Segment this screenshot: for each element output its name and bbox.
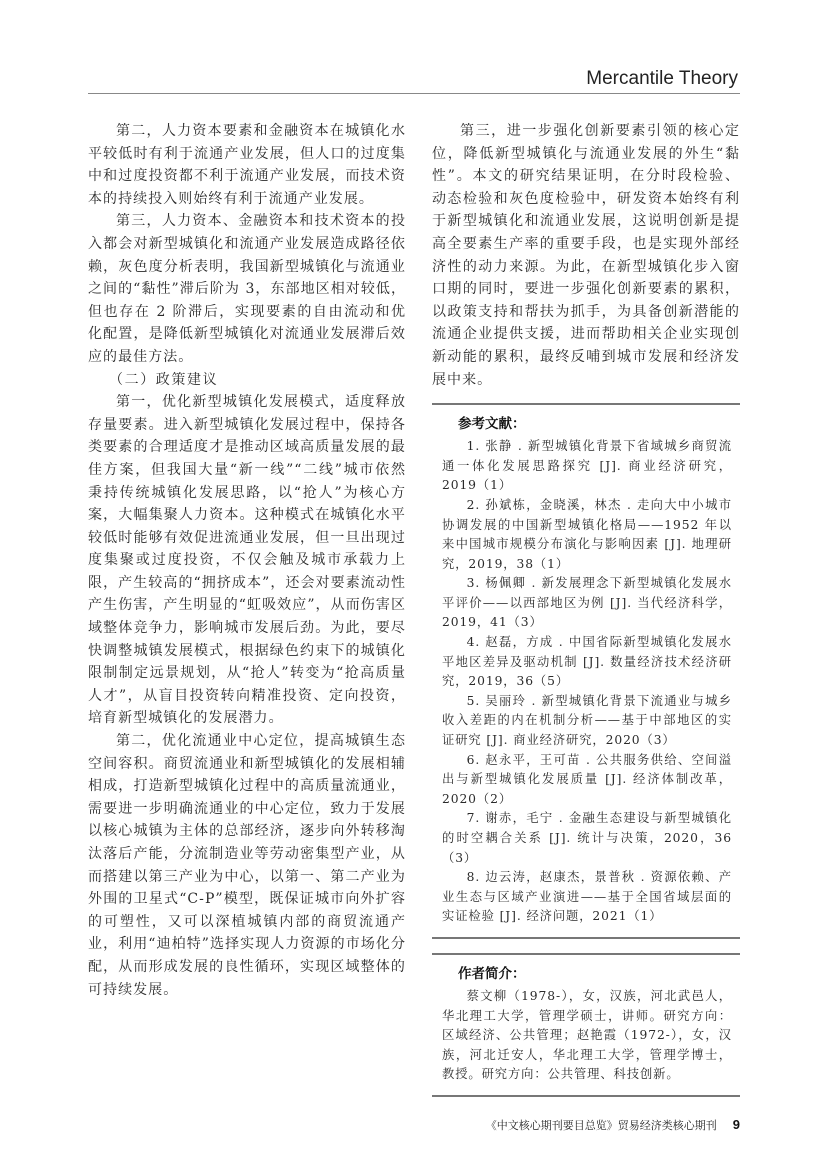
reference-item: 7. 谢赤，毛宁 . 金融生态建设与新型城镇化的时空耦合关系 [J]. 统计与决策，2020，36（3）	[442, 811, 732, 865]
left-column	[88, 120, 406, 1001]
right-column	[432, 120, 740, 1097]
reference-item: 2. 孙斌栋，金晓溪，林杰 . 走向大中小城市协调发展的中国新型城镇化格局——1952 年以来中国城市规模分布演化与影响因素 [J]. 地理研究，2019，38（1）	[442, 497, 732, 571]
paragraph: 第一，优化新型城镇化发展模式，适度释放存量要素。进入新型城镇化发展过程中，保持各类要素的合理适度才是推动区域高质量发展的最佳方案，但我国大量“新一线”“二线”城市依然秉持传统城镇化发展思路，以“抢人”为核心方案，大幅集聚人力资本。这种模式在城镇化水平较低时能够有效促进流通业发展，但一旦出现过度集聚或过度投资，不仅会触及城市承载力上限，产生较高的“拥挤成本”，还会对要素流动性产生伤害，产生明显的“虹吸效应”，从而伤害区域整体竞争力，影响城市发展后劲。为此，要尽快调整城镇发展模式，根据绿色约束下的城镇化限制制定远景规划，从“抢人”转变为“抢高质量人才”，从盲目投资转向精准投资、定向投资，培育新型城镇化的发展潜力。	[88, 394, 406, 727]
reference-item: 4. 赵磊，方成 . 中国省际新型城镇化发展水平地区差异及驱动机制 [J]. 数量经济技术经济研究，2019，36（5）	[442, 635, 732, 689]
paragraph: 第二，人力资本要素和金融资本在城镇化水平较低时有利于流通产业发展，但人口的过度集中和过度投资都不利于流通产业发展，而技术资本的持续投入则始终有利于流通产业发展。	[88, 123, 406, 207]
paragraph: 第二，优化流通业中心定位，提高城镇生态空间容积。商贸流通业和新型城镇化的发展相辅相成，打造新型城镇化过程中的高质量流通业，需要进一步明确流通业的中心定位，致力于发展以核心城镇为主体的总部经济，逐步向外转移淘汰落后产能，分流制造业等劳动密集型产业，从而搭建以第三产业为中心，以第一、第二产业为外围的卫星式“C-P”模型，既保证城市向外扩容的可塑性，又可以深植城镇内部的商贸流通产业，利用“迪柏特”选择实现人力资源的市场化分配，从而形成发展的良性循环，实现区域整体的可持续发展。	[88, 733, 406, 998]
author-box	[432, 953, 740, 1097]
footer	[88, 1097, 740, 1134]
page-number: 9	[732, 1116, 740, 1132]
footer-text: 《中文核心期刊要目总览》贸易经济类核心期刊	[485, 1119, 717, 1132]
references-box	[432, 403, 740, 939]
paragraph: 第三，进一步强化创新要素引领的核心定位，降低新型城镇化与流通业发展的外生“黏性”。本文的研究结果证明，在分时段检验、动态检验和灰色度检验中，研发资本始终有利于新型城镇化和流通业发展，这说明创新是提高全要素生产率的重要手段，也是实现外部经济性的动力来源。为此，在新型城镇化步入窗口期的同时，要进一步强化创新要素的累积，以政策支持和帮扶为抓手，为具备创新潜能的流通企业提供支援，进而帮助相关企业实现创新动能的累积，最终反哺到城市发展和经济发展中来。	[432, 123, 740, 388]
reference-item: 5. 吴丽玲 . 新型城镇化背景下流通业与城乡收入差距的内在机制分析——基于中部地区的实证研究 [J]. 商业经济研究，2020（3）	[442, 693, 732, 748]
columns	[88, 120, 740, 1097]
section-subheading: （二）政策建议	[109, 371, 219, 388]
reference-item: 8. 边云涛，赵康杰，景普秋 . 资源依赖、产业生态与区域产业演进——基于全国省域层面的实证检验 [J]. 经济问题，2021（1）	[442, 870, 732, 924]
author-heading: 作者简介：	[458, 965, 526, 981]
header	[88, 68, 740, 94]
reference-item: 6. 赵永平，王可苗 . 公共服务供给、空间溢出与新型城镇化发展质量 [J]. 经济体制改革，2020（2）	[442, 752, 732, 806]
reference-item: 1. 张静 . 新型城镇化背景下省域城乡商贸流通一体化发展思路探究 [J]. 商业经济研究，2019（1）	[442, 439, 732, 493]
journal-title: Mercantile Theory	[586, 68, 738, 89]
reference-item: 3. 杨佩卿 . 新发展理念下新型城镇化发展水平评价——以西部地区为例 [J]. 当代经济科学，2019，41（3）	[442, 576, 732, 630]
references-heading: 参考文献：	[458, 416, 526, 432]
paragraph: 第三，人力资本、金融资本和技术资本的投入都会对新型城镇化和流通产业发展造成路径依赖，灰色度分析表明，我国新型城镇化与流通业之间的“黏性”滞后阶为 3，东部地区相对较低，但也存在 2 阶滞后，实现要素的自由流动和优化配置，是降低新型城镇化对流通业发展滞后效应的最佳方法。	[88, 213, 406, 365]
author-bio: 蔡文柳（1978-），女，汉族，河北武邑人，华北理工大学，管理学硕士，讲师。研究方向：区域经济、公共管理；赵艳霞（1972-），女，汉族，河北迁安人，华北理工大学，管理学博士，教授。研究方向：公共管理、科技创新。	[442, 988, 732, 1082]
